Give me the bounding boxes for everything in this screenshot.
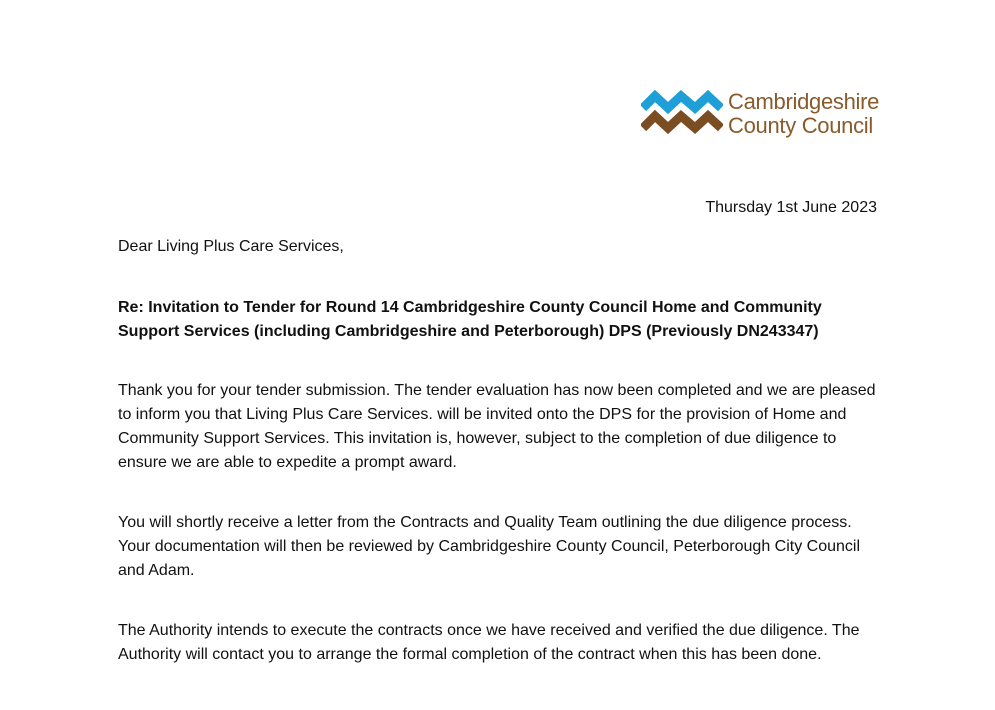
body-paragraph-1: Thank you for your tender submission. The tender evaluation has now been completed and we are pleased to inform you that Living Plus Care Services. will be invited onto the DPS for the provision of Home and Community Support Services. This invitation is, however, subject to the completion of due diligence to ensure we are able to expedite a prompt award.	[118, 382, 876, 471]
subject-line: Re: Invitation to Tender for Round 14 Cambridgeshire County Council Home and Community Support Services (including Cambridgeshire and Peterborough) DPS (Previously DN243347)	[118, 299, 822, 340]
council-logo	[641, 90, 881, 140]
logo-line-2: County Council	[728, 113, 873, 138]
body-paragraph-3: The Authority intends to execute the contracts once we have received and verified the due diligence. The Authority will contact you to arrange the formal completion of the contract when this has been done.	[118, 622, 860, 663]
logo-line-1: Cambridgeshire	[728, 89, 880, 114]
body-paragraph-2: You will shortly receive a letter from the Contracts and Quality Team outlining the due diligence process. Your documentation will then be reviewed by Cambridgeshire County Council, Peterborough City Council and Adam.	[118, 514, 861, 579]
zigzag-logo-icon	[641, 90, 723, 140]
logo-wordmark	[728, 90, 879, 138]
salutation: Dear Living Plus Care Services,	[118, 238, 344, 255]
letter-date: Thursday 1st June 2023	[705, 199, 877, 216]
